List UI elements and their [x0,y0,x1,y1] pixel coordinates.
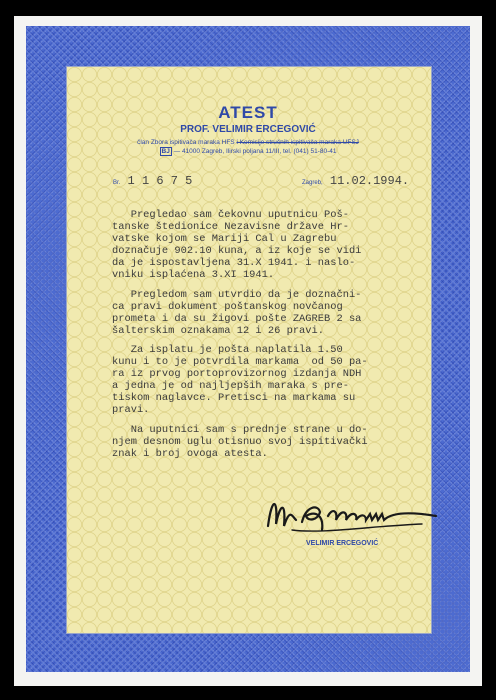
certificate-title: ATEST [218,103,278,122]
examiner-address [0,148,496,155]
handwritten-signature [262,486,442,548]
membership-hfs: član Zbora ispitivača maraka HFS [137,139,235,146]
examiner-name: PROF. VELIMIR ERCEGOVIĆ [180,124,316,135]
address-text: — 41000 Zagreb, Ilirski poljana 11/III, tel. (041) 51-80-41 [173,148,337,155]
examiner-membership [0,139,496,146]
reference-value: 1 1 6 7 5 [127,174,193,188]
paragraph-4: Na uputnici sam s prednje strane u do- njem desnom uglu otisnuo svoj ispitivački znak i broj ovoga atesta. [112,423,368,460]
reference-number [113,174,192,188]
reference-label: Br. [113,180,121,186]
paragraph-2: Pregledom sam utvrdio da je doznačni- ca pravi dokument poštanskog novčanog prometa i da su žigovi pošte ZAGREB 2 sa šalterskim oznakama 12 i 26 pravi. [112,288,362,337]
certificate-body [112,209,442,467]
date-value: 11.02.1994. [329,174,410,188]
paragraph-1: Pregledao sam čekovnu uputnicu Poš- tanske štedionice Nezavisne države Hr- vatske kojom se Mariji Cal u Zagrebu doznačuje 902.10 kuna, a iz koje se vidi da je ispostavljena 31.X 1941. i naslo- vniku isplaćena 3.XI 1941. [112,209,362,282]
place-label: Zagreb, [302,180,323,186]
membership-ufsj: i Komisije stručnih ispitivača maraka UFSJ [236,139,359,146]
issue-date [302,174,409,188]
examiner-logo: BJ [161,148,170,155]
paragraph-3: Za isplatu je pošta naplatila 1.50 kunu i to je potvrdila markama od 50 pa- ra iz prvog portoprovizornog izdanja NDH a jedna je od najljepših maraka s pre- tiskom naglavce. Pretisci na markama su pravi. [112,343,368,417]
signature-name: VELIMIR ERCEGOVIĆ [306,540,379,547]
